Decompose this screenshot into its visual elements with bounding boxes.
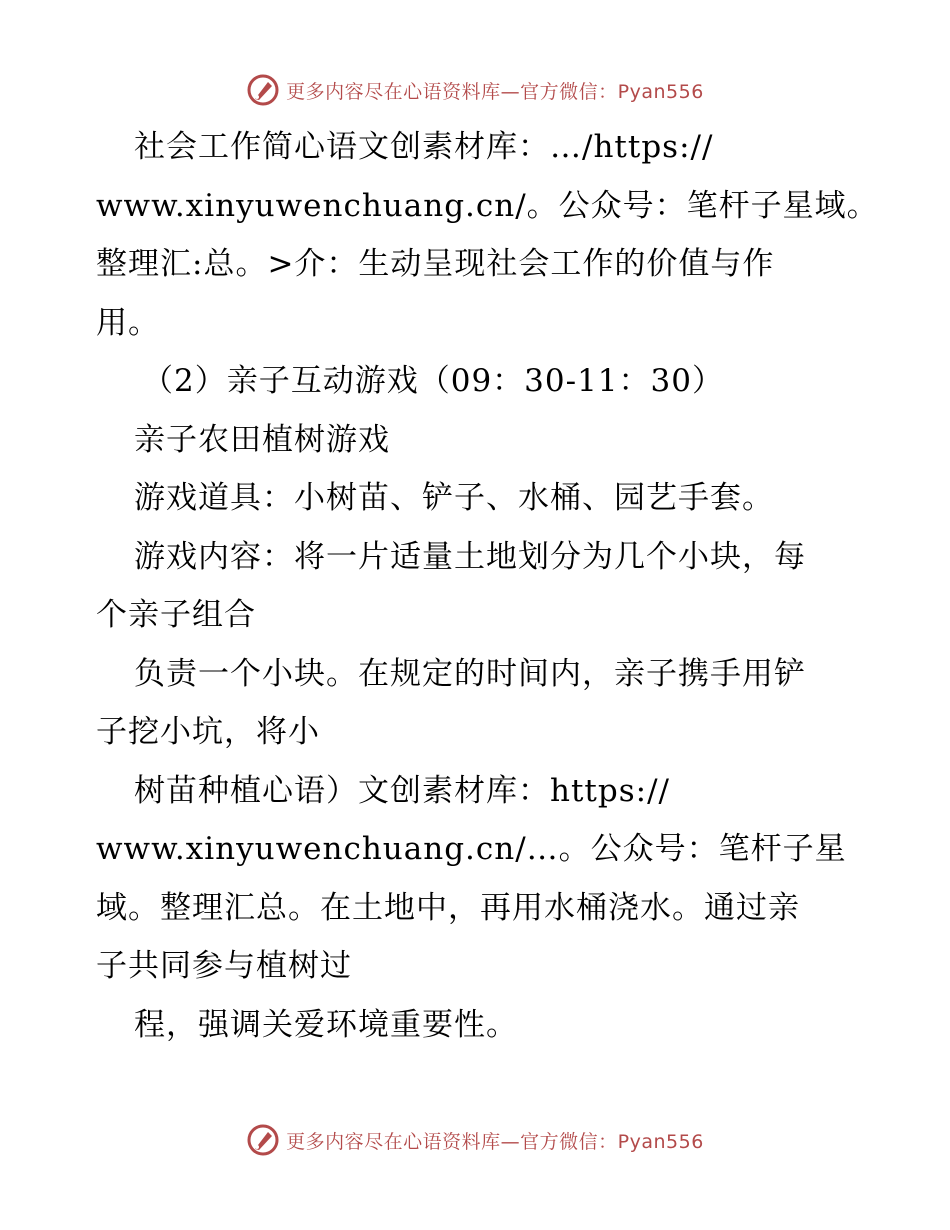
body-line: www.xinyuwenchuang.cn/…。公众号：笔杆子星 xyxy=(96,831,847,867)
body-line: www.xinyuwenchuang.cn/。公众号：笔杆子星域。 xyxy=(96,187,879,224)
body-line: 子共同参与植树过 xyxy=(96,948,352,984)
body-line: 域。整理汇总。在土地中，再用水桶浇水。通过亲 xyxy=(96,889,800,926)
body-line: 程，强调关爱环境重要性。 xyxy=(134,1006,518,1043)
body-line: 子挖小坑，将小 xyxy=(96,714,320,750)
pen-nib-logo-icon xyxy=(246,1123,280,1157)
body-line: 游戏道具：小树苗、铲子、水桶、园艺手套。 xyxy=(134,480,774,516)
game-title: 亲子农田植树游戏 xyxy=(134,421,390,458)
header-watermark-text: 更多内容尽在心语资料库—官方微信：Pyan556 xyxy=(286,80,704,103)
document-body xyxy=(96,118,879,1054)
body-line: 游戏内容：将一片适量土地划分为几个小块，每 xyxy=(134,538,806,575)
body-line: 个亲子组合 xyxy=(96,597,256,633)
body-line: 树苗种植心语）文创素材库：https:// xyxy=(134,772,670,809)
body-line: 整理汇:总。>介：生动呈现社会工作的价值与作 xyxy=(96,246,775,282)
pen-nib-logo-icon xyxy=(246,73,280,107)
footer-watermark-text: 更多内容尽在心语资料库—官方微信：Pyan556 xyxy=(286,1130,704,1153)
body-line: 用。 xyxy=(96,304,160,341)
header-watermark-banner xyxy=(0,70,950,110)
body-line: 社会工作简心语文创素材库：…/https:// xyxy=(134,129,714,165)
section-heading: （2）亲子互动游戏（09：30-11：30） xyxy=(142,363,724,399)
body-line: 负责一个小块。在规定的时间内，亲子携手用铲 xyxy=(134,655,806,692)
footer-watermark-banner xyxy=(0,1120,950,1160)
